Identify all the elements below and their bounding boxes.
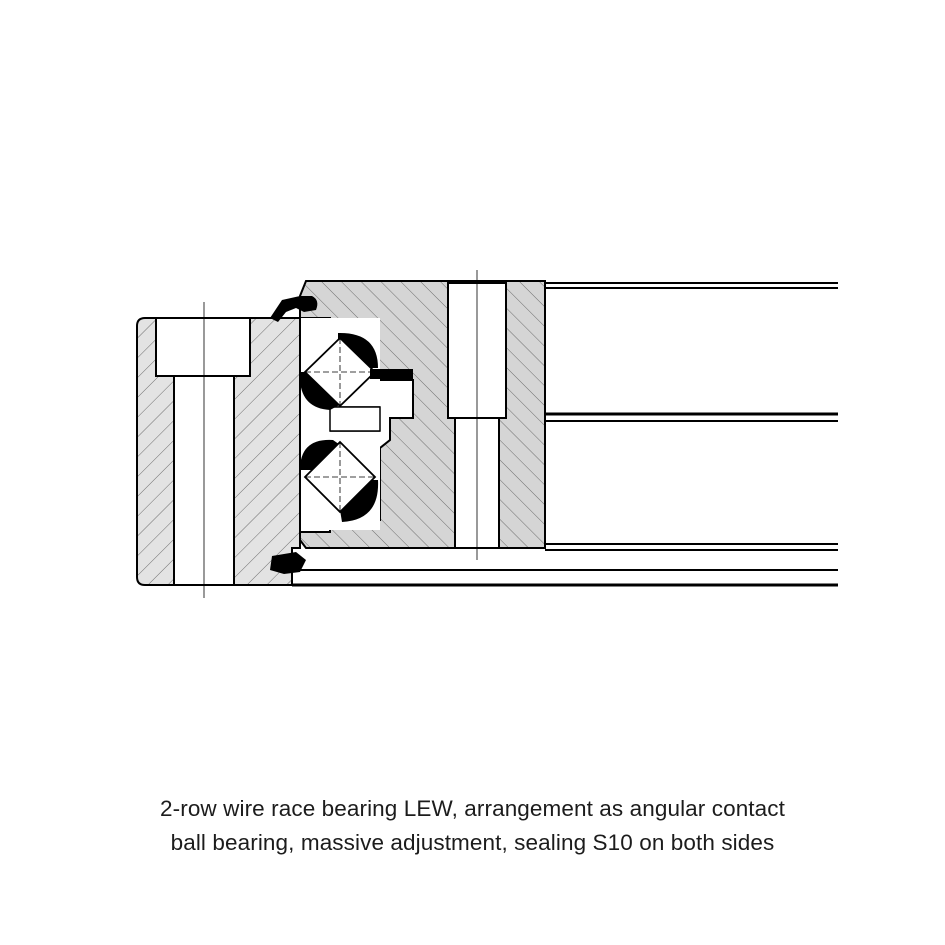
outer-ring-counterbore bbox=[156, 318, 250, 376]
outer-ring-section bbox=[137, 302, 300, 598]
spacer-clip bbox=[370, 369, 413, 379]
caption-line-2: ball bearing, massive adjustment, sealing S10 on both sides bbox=[170, 830, 775, 855]
caption-line-1: 2-row wire race bearing LEW, arrangement as angular contact bbox=[160, 796, 785, 821]
